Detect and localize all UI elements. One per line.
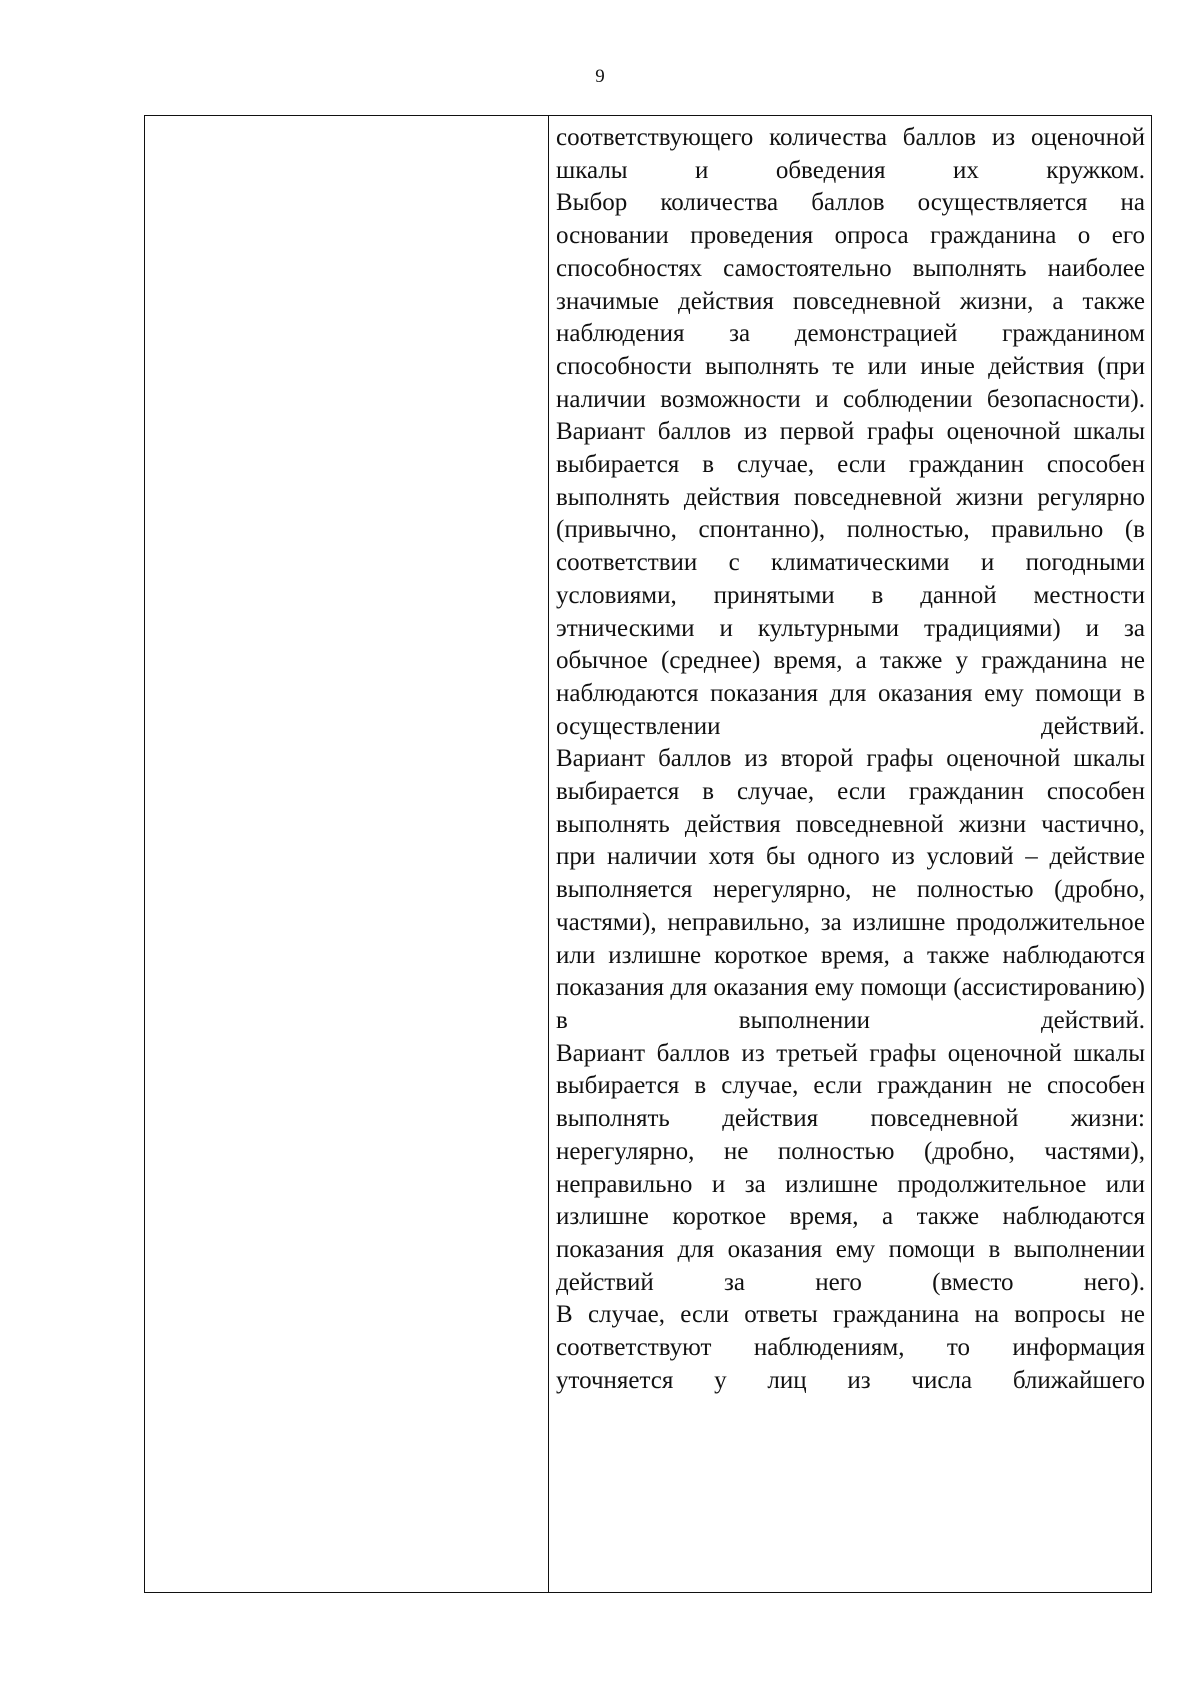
paragraph-answers-mismatch: В случае, если ответы гражданина на вопросы не соответствуют наблюдениям, то информация уточняется у лиц из числа ближайшего [556, 1301, 1145, 1394]
page-number: 9 [595, 66, 605, 87]
table-left-column [145, 116, 549, 1592]
table-right-column [549, 116, 1151, 1592]
paragraph-scoring-continuation: соответствующего количества баллов из оценочной шкалы и обведения их кружком. [556, 124, 1145, 184]
paragraph-second-column: Вариант баллов из второй графы оценочной шкалы выбирается в случае, если гражданин способен выполнять действия повседневной жизни частично, при наличии хотя бы одного из условий – действие выполняется нерегулярно, не полностью (дробно, частями), неправильно, за излишне продолжительное или излишне короткое время, а также наблюдаются показания для оказания ему помощи (ассистированию) в выполнении действий. [556, 745, 1145, 1034]
paragraph-third-column: Вариант баллов из третьей графы оценочной шкалы выбирается в случае, если гражданин не способен выполнять действия повседневной жизни: нерегулярно, не полностью (дробно, частями), неправильно и за излишне продолжительное или излишне короткое время, а также наблюдаются показания для оказания ему помощи в выполнении действий за него (вместо него). [556, 1039, 1145, 1296]
paragraph-first-column: Вариант баллов из первой графы оценочной шкалы выбирается в случае, если гражданин способен выполнять действия повседневной жизни регулярно (привычно, спонтанно), полностью, правильно (в соответствии с климатическими и погодными условиями, принятыми в данной местности этническими и культурными традициями) и за обычное (среднее) время, а также у гражданина не наблюдаются показания для оказания ему помощи в осуществлении действий. [556, 418, 1145, 740]
document-table [144, 115, 1152, 1593]
paragraph-score-selection: Выбор количества баллов осуществляется на основании проведения опроса гражданина о его способностях самостоятельно выполнять наиболее значимые действия повседневной жизни, а также наблюдения за демонстрацией гражданином способности выполнять те или иные действия (при наличии возможности и соблюдении безопасности). [556, 189, 1145, 413]
